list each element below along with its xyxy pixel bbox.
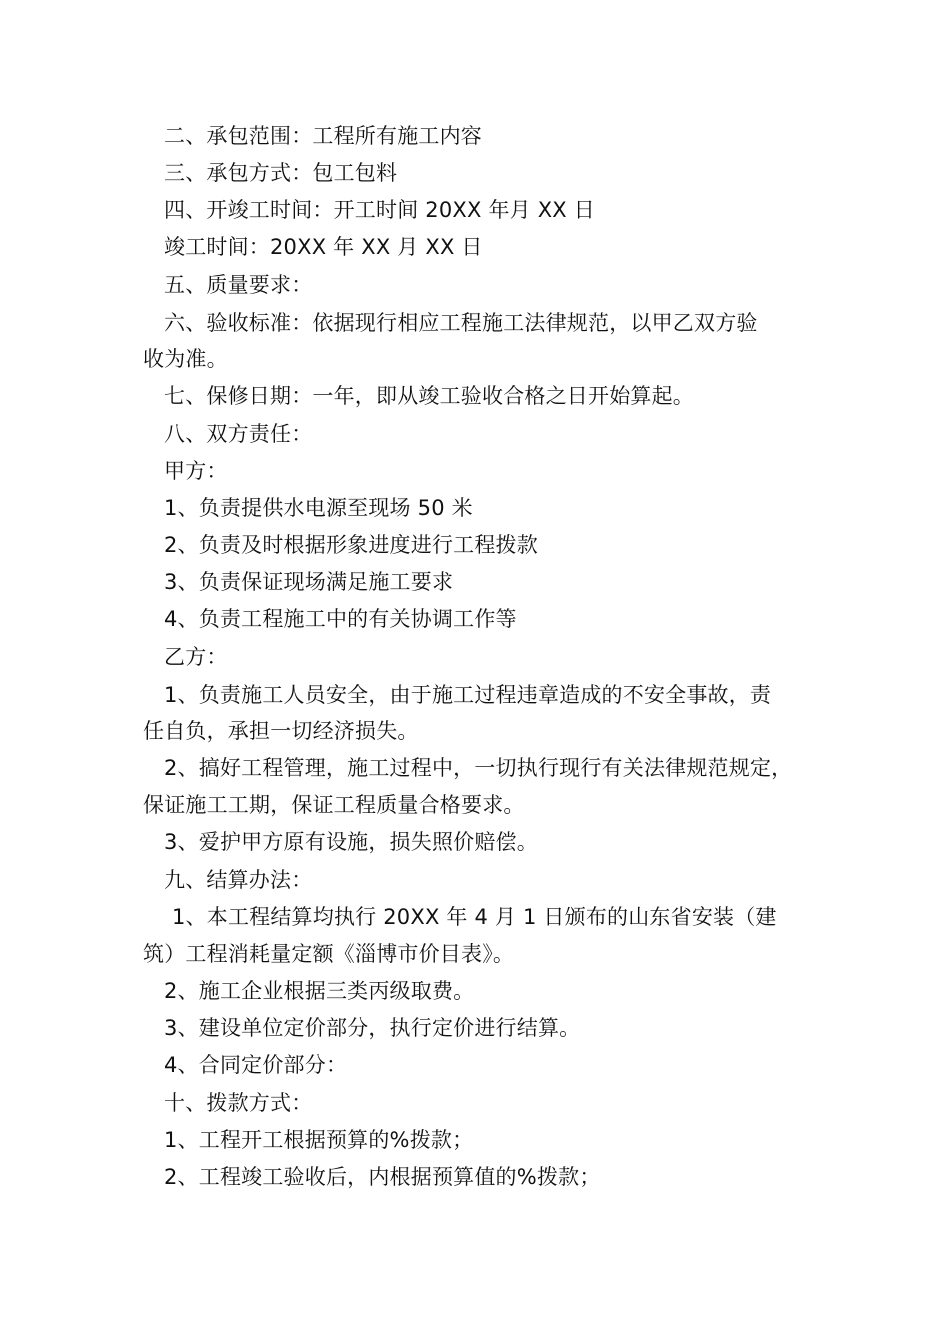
payment-item-1: 1、工程开工根据预算的%拨款；	[164, 1128, 474, 1152]
party-a-item-2: 2、负责及时根据形象进度进行工程拨款	[164, 533, 538, 557]
party-a-item-1: 1、负责提供水电源至现场 50 米	[164, 496, 473, 520]
clause-2-scope: 二、承包范围：工程所有施工内容	[164, 124, 482, 148]
party-a-heading: 甲方：	[164, 459, 228, 483]
party-a-item-3: 3、负责保证现场满足施工要求	[164, 570, 454, 594]
party-a-item-4: 4、负责工程施工中的有关协调工作等	[164, 607, 517, 631]
clause-9-settlement: 九、结算办法：	[164, 868, 313, 892]
settlement-item-1: 1、本工程结算均执行 20XX 年 4 月 1 日颁布的山东省安装（建	[172, 905, 777, 929]
clause-4-completion-time: 竣工时间：20XX 年 XX 月 XX 日	[164, 235, 483, 259]
settlement-item-3: 3、建设单位定价部分，执行定价进行结算。	[164, 1016, 581, 1040]
party-b-item-2: 2、搞好工程管理，施工过程中，一切执行现行有关法律规范规定，	[164, 756, 793, 780]
clause-4-start-time: 四、开竣工时间：开工时间 20XX 年月 XX 日	[164, 198, 595, 222]
clause-10-payment: 十、拨款方式：	[164, 1091, 313, 1115]
party-b-item-3: 3、爱护甲方原有设施，损失照价赔偿。	[164, 830, 538, 854]
clause-5-quality: 五、质量要求：	[164, 273, 313, 297]
party-b-item-1-cont: 任自负，承担一切经济损失。	[143, 719, 419, 743]
settlement-item-1-cont: 筑）工程消耗量定额《淄博市价目表》。	[143, 942, 515, 966]
clause-6-acceptance-cont: 收为准。	[143, 347, 228, 371]
settlement-item-4: 4、合同定价部分：	[164, 1053, 348, 1077]
party-b-heading: 乙方：	[164, 645, 228, 669]
party-b-item-1: 1、负责施工人员安全，由于施工过程违章造成的不安全事故，责	[164, 683, 772, 707]
clause-3-method: 三、承包方式：包工包料	[164, 161, 398, 185]
clause-7-warranty: 七、保修日期：一年，即从竣工验收合格之日开始算起。	[164, 384, 694, 408]
settlement-item-2: 2、施工企业根据三类丙级取费。	[164, 979, 475, 1003]
party-b-item-2-cont: 保证施工工期，保证工程质量合格要求。	[143, 793, 525, 817]
clause-8-responsibilities: 八、双方责任：	[164, 422, 313, 446]
clause-6-acceptance: 六、验收标准：依据现行相应工程施工法律规范，以甲乙双方验	[164, 311, 758, 335]
payment-item-2: 2、工程竣工验收后，内根据预算值的%拨款；	[164, 1165, 601, 1189]
